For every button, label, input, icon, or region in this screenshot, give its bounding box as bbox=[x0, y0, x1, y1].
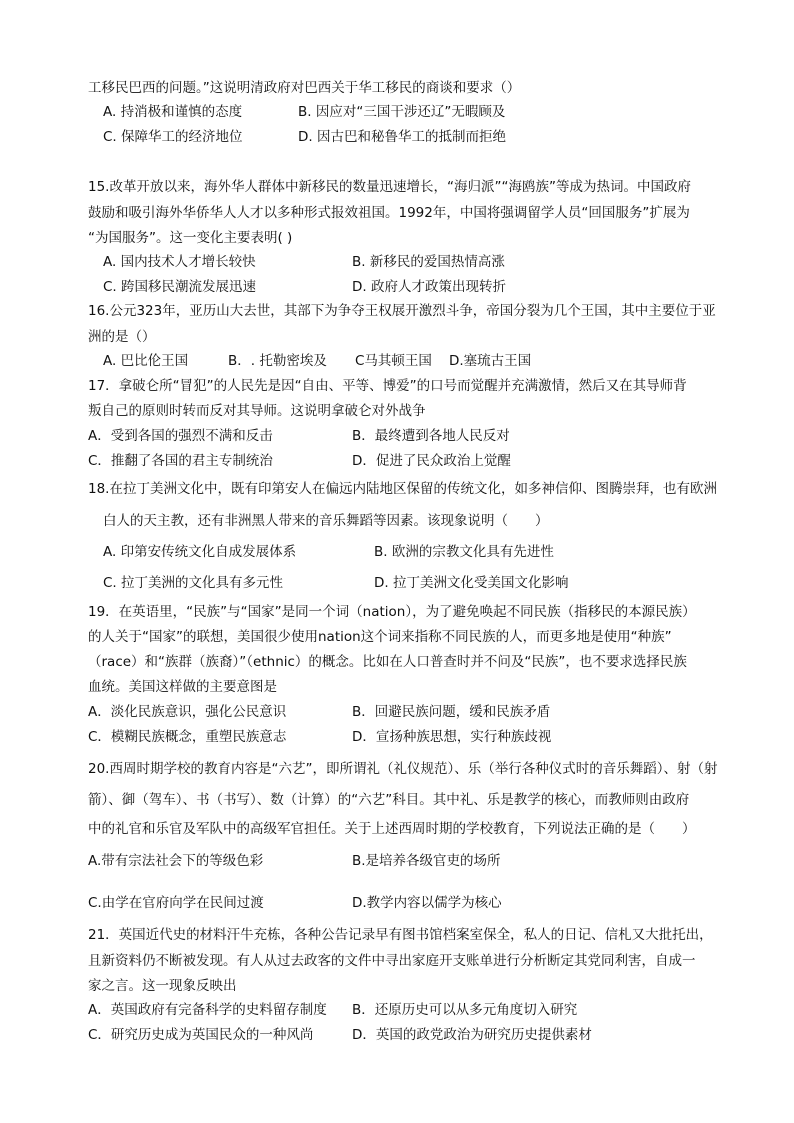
q16-option-d[interactable]: D.塞琉古王国 bbox=[449, 353, 532, 369]
q20-option-c[interactable]: C.由学在官府向学在民间过渡 bbox=[88, 895, 264, 911]
q19-stem-line3: （race）和“族群（族裔）”（ethnic）的概念。比如在人口普查时并不问及“民族”，也不要求选择民族 bbox=[88, 654, 687, 670]
q17-option-d[interactable]: D．促进了民众政治上觉醒 bbox=[352, 453, 511, 469]
q19-option-b[interactable]: B．回避民族问题，缓和民族矛盾 bbox=[352, 704, 551, 720]
q15-stem-line3: “为国服务”。这一变化主要表明( ) bbox=[88, 230, 293, 246]
q15-option-a[interactable]: A. 国内技术人才增长较快 bbox=[103, 254, 256, 270]
q16-option-a[interactable]: A. 巴比伦王国 bbox=[103, 353, 189, 369]
q14-option-a[interactable]: A. 持消极和谨慎的态度 bbox=[103, 104, 243, 120]
q18-option-c[interactable]: C. 拉丁美洲的文化具有多元性 bbox=[103, 575, 284, 591]
q17-option-b[interactable]: B．最终遭到各地人民反对 bbox=[352, 428, 510, 444]
q19-option-d[interactable]: D．宣扬种族思想，实行种族歧视 bbox=[352, 729, 552, 745]
q18-option-d[interactable]: D. 拉丁美洲文化受美国文化影响 bbox=[374, 575, 569, 591]
q16-stem-line1: 16.公元323年，亚历山大去世，其部下为争夺王权展开激烈斗争，帝国分裂为几个王国，其中主要位于亚 bbox=[88, 303, 716, 319]
q15-option-c[interactable]: C. 跨国移民潮流发展迅速 bbox=[103, 279, 257, 295]
q15-option-d[interactable]: D. 政府人才政策出现转折 bbox=[352, 279, 506, 295]
q17-stem-line2: 叛自己的原则时转而反对其导师。这说明拿破仑对外战争 bbox=[88, 403, 426, 419]
q21-stem-line2: 且新资料仍不断被发现。有人从过去政客的文件中寻出家庭开支账单进行分析断定其党同利害，自成一 bbox=[88, 953, 696, 969]
q20-option-d[interactable]: D.教学内容以儒学为核心 bbox=[352, 895, 502, 911]
q14-stem-continuation: 工移民巴西的问题。”这说明清政府对巴西关于华工移民的商谈和要求（） bbox=[88, 80, 521, 96]
q21-option-c[interactable]: C．研究历史成为英国民众的一种风尚 bbox=[88, 1027, 314, 1043]
q20-stem-line2: 箭）、御（驾车）、书（书写）、数（计算）的“六艺”科目。其中礼、乐是教学的核心，而教师则由政府 bbox=[88, 792, 690, 808]
q15-stem-line1: 15.改革开放以来，海外华人群体中新移民的数量迅速增长，“海归派”“海鸥族”等成为热词。中国政府 bbox=[88, 179, 691, 195]
q18-option-b[interactable]: B. 欧洲的宗教文化具有先进性 bbox=[374, 544, 554, 560]
q14-option-d[interactable]: D. 因古巴和秘鲁华工的抵制而拒绝 bbox=[298, 129, 506, 145]
q19-stem-line4: 血统。美国这样做的主要意图是 bbox=[88, 679, 277, 695]
q20-stem-line1: 20.西周时期学校的教育内容是“六艺”，即所谓礼（礼仪规范）、乐（举行各种仪式时的音乐舞蹈）、射（射 bbox=[88, 761, 718, 777]
q14-option-c[interactable]: C. 保障华工的经济地位 bbox=[103, 129, 243, 145]
q20-stem-line3: 中的礼官和乐官及军队中的高级军官担任。关于上述西周时期的学校教育，下列说法正确的是（ ） bbox=[88, 821, 696, 837]
q19-option-a[interactable]: A．淡化民族意识，强化公民意识 bbox=[88, 704, 287, 720]
q21-option-d[interactable]: D．英国的政党政治为研究历史提供素材 bbox=[352, 1027, 592, 1043]
q16-option-c[interactable]: C马其顿王国 bbox=[355, 353, 432, 369]
q15-stem-line2: 鼓励和吸引海外华侨华人人才以多种形式报效祖国。1992年，中国将强调留学人员“回国服务”扩展为 bbox=[88, 205, 690, 221]
q19-stem-line2: 的人关于“国家”的联想，美国很少使用nation这个词来指称不同民族的人，而更多地是使用“种族” bbox=[88, 629, 672, 645]
q14-option-b[interactable]: B. 因应对“三国干涉还辽”无暇顾及 bbox=[298, 104, 506, 120]
q15-option-b[interactable]: B. 新移民的爱国热情高涨 bbox=[352, 254, 505, 270]
q17-option-c[interactable]: C．推翻了各国的君主专制统治 bbox=[88, 453, 273, 469]
q18-option-a[interactable]: A. 印第安传统文化自成发展体系 bbox=[103, 544, 297, 560]
q18-stem-line1: 18.在拉丁美洲文化中，既有印第安人在偏远内陆地区保留的传统文化，如多神信仰、图腾崇拜，也有欧洲 bbox=[88, 481, 717, 497]
q21-stem-line3: 家之言。这一现象反映出 bbox=[88, 978, 237, 994]
q19-option-c[interactable]: C．模糊民族概念，重塑民族意志 bbox=[88, 729, 287, 745]
q21-stem-line1: 21．英国近代史的材料汗牛充栋，各种公告记录早有图书馆档案室保全，私人的日记、信札又大批托出， bbox=[88, 927, 713, 943]
q17-stem-line1: 17．拿破仑所“冒犯”的人民先是因“自由、平等、博爱”的口号而觉醒并充满激情，然后又在其导师背 bbox=[88, 378, 687, 394]
q16-option-b[interactable]: B．. 托勒密埃及 bbox=[228, 353, 327, 369]
q21-option-b[interactable]: B．还原历史可以从多元角度切入研究 bbox=[352, 1002, 578, 1018]
q20-option-a[interactable]: A.带有宗法社会下的等级色彩 bbox=[88, 853, 264, 869]
q19-stem-line1: 19．在英语里，“民族”与“国家”是同一个词（nation），为了避免唤起不同民族（指移民的本源民族） bbox=[88, 604, 696, 620]
q17-option-a[interactable]: A．受到各国的强烈不满和反击 bbox=[88, 428, 273, 444]
q21-option-a[interactable]: A．英国政府有完备科学的史料留存制度 bbox=[88, 1002, 327, 1018]
q16-stem-line2: 洲的是（） bbox=[88, 329, 156, 345]
q18-stem-line2: 白人的天主教，还有非洲黑人带来的音乐舞蹈等因素。该现象说明（ ） bbox=[103, 513, 549, 529]
q20-option-b[interactable]: B.是培养各级官吏的场所 bbox=[352, 853, 501, 869]
